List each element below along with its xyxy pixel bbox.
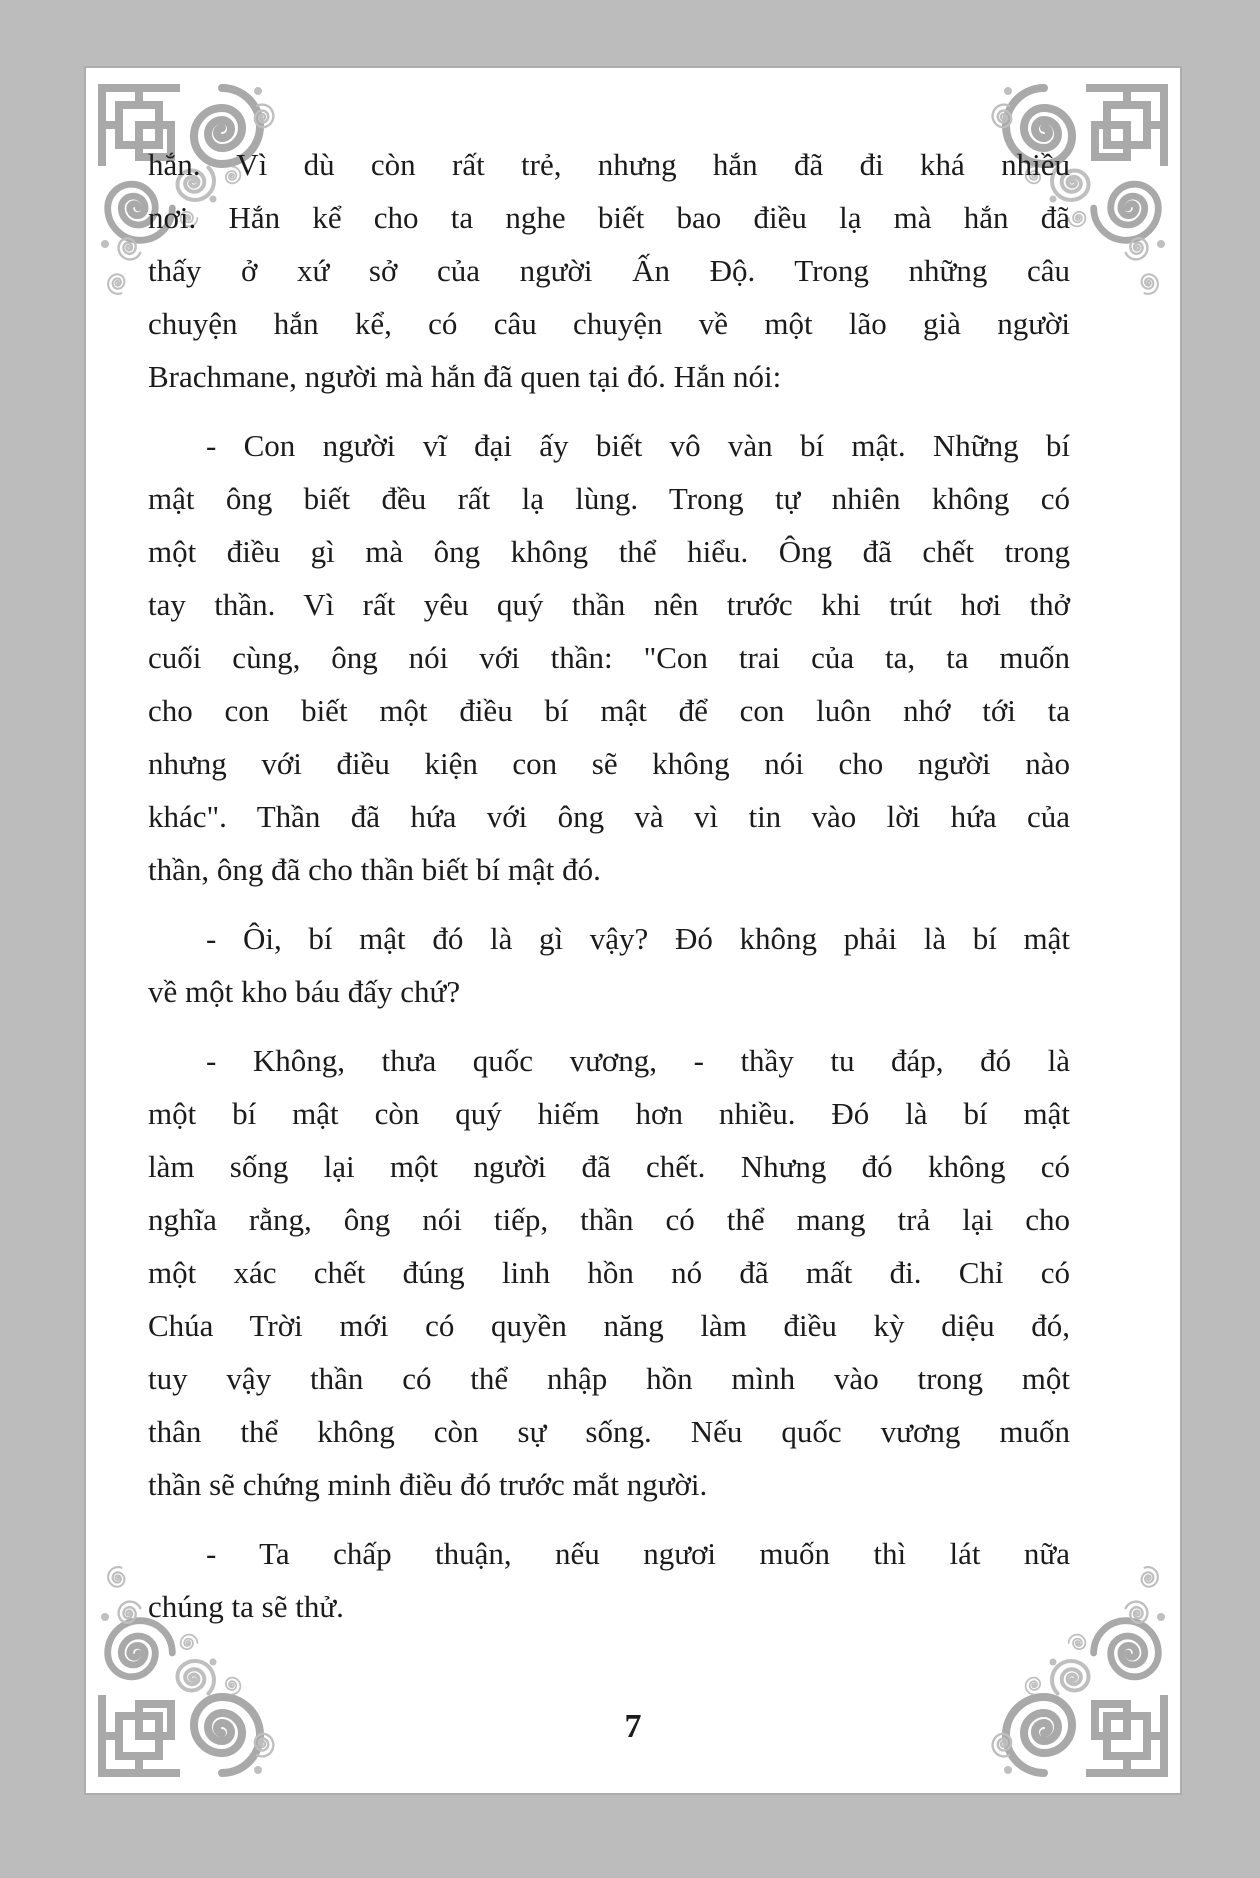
paragraph <box>148 138 1070 403</box>
text-line: chuyện hắn kể, có câu chuyện về một lão già người <box>148 306 1070 341</box>
text-line: hắn. Vì dù còn rất trẻ, nhưng hắn đã đi khá nhiều <box>148 147 1070 182</box>
book-page <box>84 66 1182 1795</box>
page-number: 7 <box>624 1708 642 1745</box>
text-line: cuối cùng, ông nói với thần: "Con trai của ta, ta muốn <box>148 640 1070 675</box>
text-line: thấy ở xứ sở của người Ấn Độ. Trong những câu <box>148 253 1070 288</box>
text-line: thân thể không còn sự sống. Nếu quốc vương muốn <box>148 1414 1070 1449</box>
text-line: nghĩa rằng, ông nói tiếp, thần có thể mang trả lại cho <box>148 1202 1070 1237</box>
paragraph <box>148 1034 1070 1511</box>
text-line: một điều gì mà ông không thể hiểu. Ông đã chết trong <box>148 534 1070 569</box>
paragraph <box>148 1527 1070 1633</box>
text-line: một bí mật còn quý hiếm hơn nhiều. Đó là bí mật <box>148 1096 1070 1131</box>
paragraph <box>148 419 1070 896</box>
text-line: cho con biết một điều bí mật để con luôn nhớ tới ta <box>148 693 1070 728</box>
text-line: chúng ta sẽ thử. <box>148 1589 344 1624</box>
text-line: thần sẽ chứng minh điều đó trước mắt người. <box>148 1467 708 1502</box>
text-line: tay thần. Vì rất yêu quý thần nên trước khi trút hơi thở <box>148 587 1070 622</box>
text-line: Chúa Trời mới có quyền năng làm điều kỳ diệu đó, <box>148 1308 1070 1343</box>
text-line: - Con người vĩ đại ấy biết vô vàn bí mật. Những bí <box>206 428 1070 463</box>
text-line: làm sống lại một người đã chết. Nhưng đó không có <box>148 1149 1070 1184</box>
text-line: - Ta chấp thuận, nếu ngươi muốn thì lát nữa <box>206 1536 1070 1571</box>
text-line: - Không, thưa quốc vương, - thầy tu đáp, đó là <box>206 1043 1070 1078</box>
paragraph <box>148 912 1070 1018</box>
text-line: nhưng với điều kiện con sẽ không nói cho người nào <box>148 746 1070 781</box>
text-line: về một kho báu đấy chứ? <box>148 974 461 1009</box>
text-line: tuy vậy thần có thể nhập hồn mình vào trong một <box>148 1361 1070 1396</box>
text-line: thần, ông đã cho thần biết bí mật đó. <box>148 852 601 887</box>
text-block <box>148 138 1070 1649</box>
text-line: khác". Thần đã hứa với ông và vì tin vào lời hứa của <box>148 799 1070 834</box>
text-line: một xác chết đúng linh hồn nó đã mất đi. Chỉ có <box>148 1255 1070 1290</box>
text-line: - Ôi, bí mật đó là gì vậy? Đó không phải là bí mật <box>206 921 1070 956</box>
text-line: Brachmane, người mà hắn đã quen tại đó. Hắn nói: <box>148 359 782 394</box>
text-line: mật ông biết đều rất lạ lùng. Trong tự nhiên không có <box>148 481 1070 516</box>
text-line: nơi. Hắn kể cho ta nghe biết bao điều lạ mà hắn đã <box>148 200 1070 235</box>
